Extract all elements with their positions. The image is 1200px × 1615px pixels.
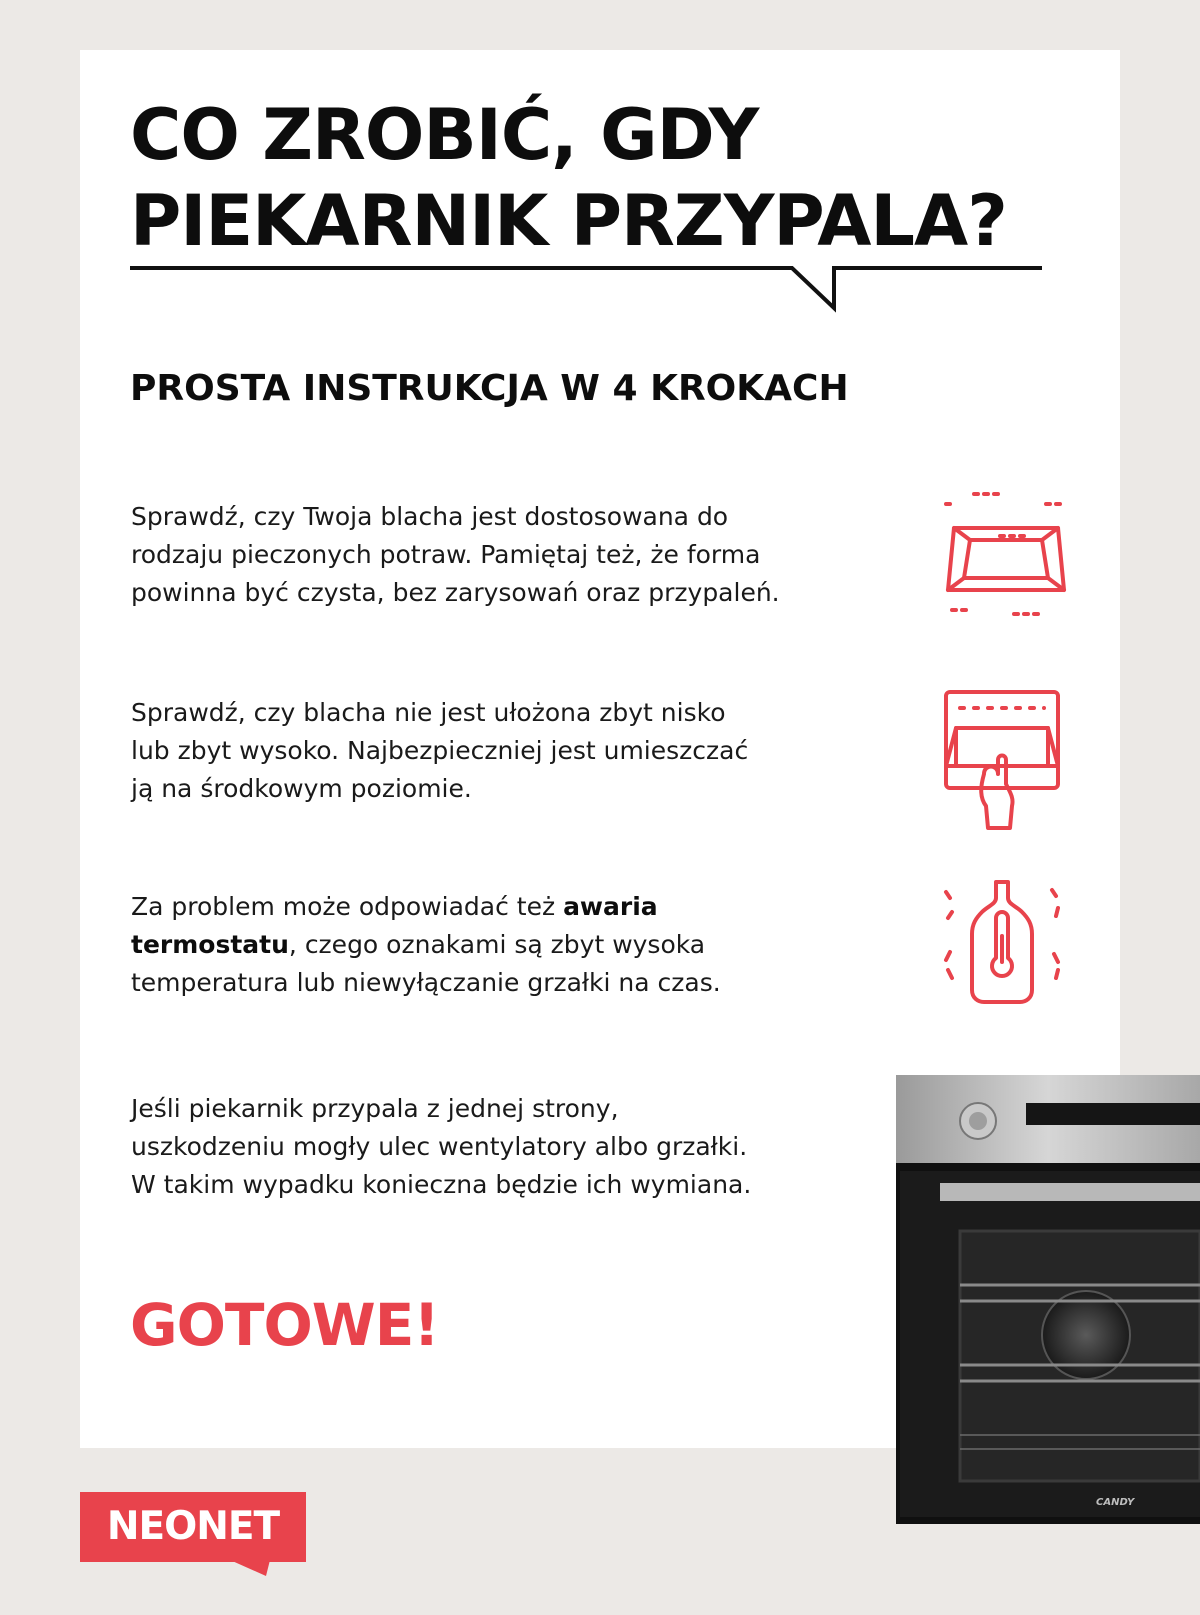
step-1-text — [131, 498, 861, 612]
step-2-line-2: lub zbyt wysoko. Najbezpieczniej jest umieszczać — [131, 736, 749, 765]
step-2-text — [131, 694, 861, 808]
step-3-bold-1: awaria — [563, 892, 658, 921]
step-2-line-3: ją na środkowym poziomie. — [131, 774, 472, 803]
step-2-line-1: Sprawdź, czy blacha nie jest ułożona zbyt nisko — [131, 698, 726, 727]
step-1-line-1: Sprawdź, czy Twoja blacha jest dostosowana do — [131, 502, 729, 531]
step-3-text-before: Za problem może odpowiadać też — [131, 892, 564, 921]
step-1-line-2: rodzaju pieczonych potraw. Pamiętaj też, że forma — [131, 540, 761, 569]
oven-brand-label: CANDY — [1096, 1497, 1135, 1508]
page-title — [130, 92, 1007, 264]
step-4-line-3: W takim wypadku konieczna będzie ich wymiana. — [131, 1170, 752, 1199]
subtitle: PROSTA INSTRUKCJA W 4 KROKACH — [130, 368, 849, 409]
title-line-2: PIEKARNIK PRZYPALA? — [130, 180, 1007, 262]
step-1-line-3: powinna być czysta, bez zarysowań oraz przypaleń. — [131, 578, 780, 607]
step-4-line-1: Jeśli piekarnik przypala z jednej strony, — [131, 1094, 619, 1123]
logo-text: NEONET — [80, 1492, 306, 1562]
step-4-text — [131, 1090, 861, 1204]
title-line-1: CO ZROBIĆ, GDY — [130, 94, 759, 176]
speech-bubble-divider — [130, 266, 1042, 316]
thermostat-icon — [940, 878, 1070, 1008]
done-label: GOTOWE! — [130, 1291, 439, 1359]
step-3-text-after: , czego oznakami są zbyt wysoka — [288, 930, 706, 959]
oven-rack-hand-icon — [940, 688, 1070, 838]
step-4-line-2: uszkodzeniu mogły ulec wentylatory albo grzałki. — [131, 1132, 748, 1161]
oven-image — [896, 1075, 1200, 1524]
neonet-logo — [80, 1492, 306, 1574]
step-3-text — [131, 888, 861, 1002]
step-3-bold-2: termostatu — [131, 930, 289, 959]
baking-tray-icon — [940, 490, 1070, 620]
logo-tail-shape — [230, 1560, 270, 1576]
step-3-line-3: temperatura lub niewyłączanie grzałki na czas. — [131, 968, 721, 997]
